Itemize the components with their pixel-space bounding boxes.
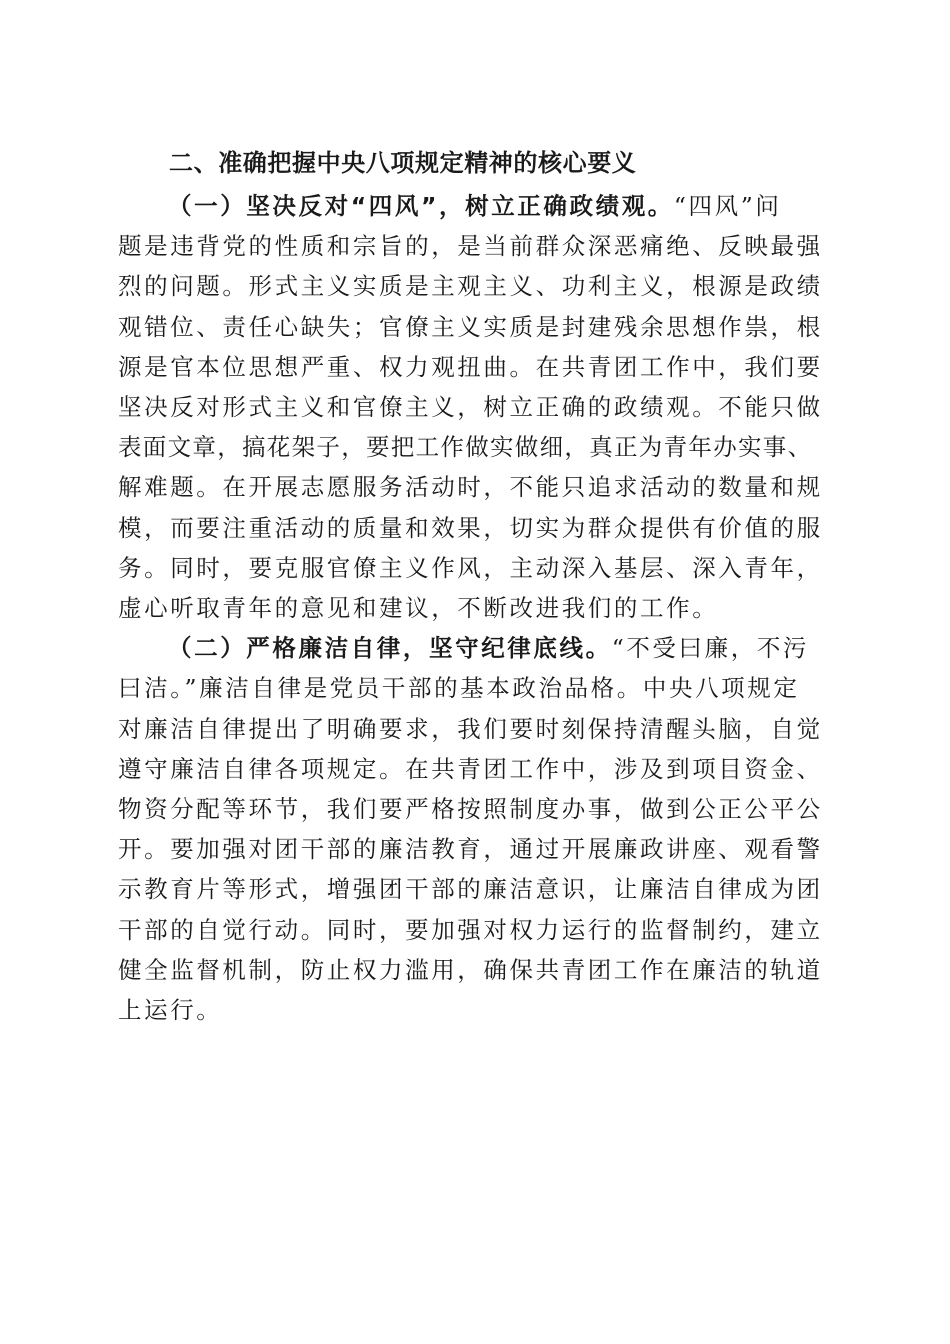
paragraph-line (118, 628, 832, 668)
paragraph-line: 物资分配等环节，我们要严格按照制度办事，做到公正公平公 (118, 795, 823, 824)
section-heading: 二、准确把握中央八项规定精神的核心要义 (169, 149, 637, 177)
paragraph-line: 上运行。 (118, 996, 223, 1025)
paragraph-line: 表面文章，搞花架子，要把工作做实做细，真正为青年办实事、 (118, 433, 813, 462)
paragraph-line: 务。同时，要克服官僚主义作风，主动深入基层、深入青年， (118, 553, 823, 582)
paragraph-line: 源是官本位思想严重、权力观扭曲。在共青团工作中，我们要 (118, 352, 823, 381)
paragraph-line: 坚决反对形式主义和官僚主义，树立正确的政绩观。不能只做 (118, 393, 823, 422)
paragraph-line: 对廉洁自律提出了明确要求，我们要时刻保持清醒头脑，自觉 (118, 714, 823, 743)
paragraph-line: 健全监督机制，防止权力滥用，确保共青团工作在廉洁的轨道 (118, 955, 823, 984)
paragraph-line: 解难题。在开展志愿服务活动时，不能只追求活动的数量和规 (118, 473, 823, 502)
paragraph-line: 开。要加强对团干部的廉洁教育，通过开展廉政讲座、观看警 (118, 835, 823, 864)
paragraph-line: 示教育片等形式，增强团干部的廉洁意识，让廉洁自律成为团 (118, 875, 823, 904)
paragraph-section-1 (118, 186, 832, 628)
paragraph-line: 干部的自觉行动。同时，要加强对权力运行的监督制约，建立 (118, 915, 823, 944)
paragraph-line: 虚心听取青年的意见和建议，不断改进我们的工作。 (118, 594, 719, 623)
paragraph-line: 烈的问题。形式主义实质是主观主义、功利主义，根源是政绩 (118, 272, 823, 301)
paragraph-line: 模，而要注重活动的质量和效果，切实为群众提供有价值的服 (118, 513, 823, 542)
section-1-lead: （一）坚决反对“四风”，树立正确政绩观。 (168, 192, 674, 220)
document-body (118, 140, 832, 1030)
paragraph-line: 题是违背党的性质和宗旨的，是当前群众深恶痛绝、反映最强 (118, 232, 823, 261)
line-text: “不受曰廉，不污 (611, 634, 810, 663)
paragraph-line: 遵守廉洁自律各项规定。在共青团工作中，涉及到项目资金、 (118, 754, 823, 783)
paragraph-line: 观错位、责任心缺失；官僚主义实质是封建残余思想作祟，根 (118, 312, 823, 341)
paragraph-line (118, 186, 832, 226)
section-2-lead: （二）严格廉洁自律，坚守纪律底线。 (168, 634, 612, 663)
paragraph-line: 曰洁。”廉洁自律是党员干部的基本政治品格。中央八项规定 (118, 674, 800, 703)
line-text: “四风”问 (673, 192, 782, 220)
paragraph-section-2 (118, 628, 832, 1030)
